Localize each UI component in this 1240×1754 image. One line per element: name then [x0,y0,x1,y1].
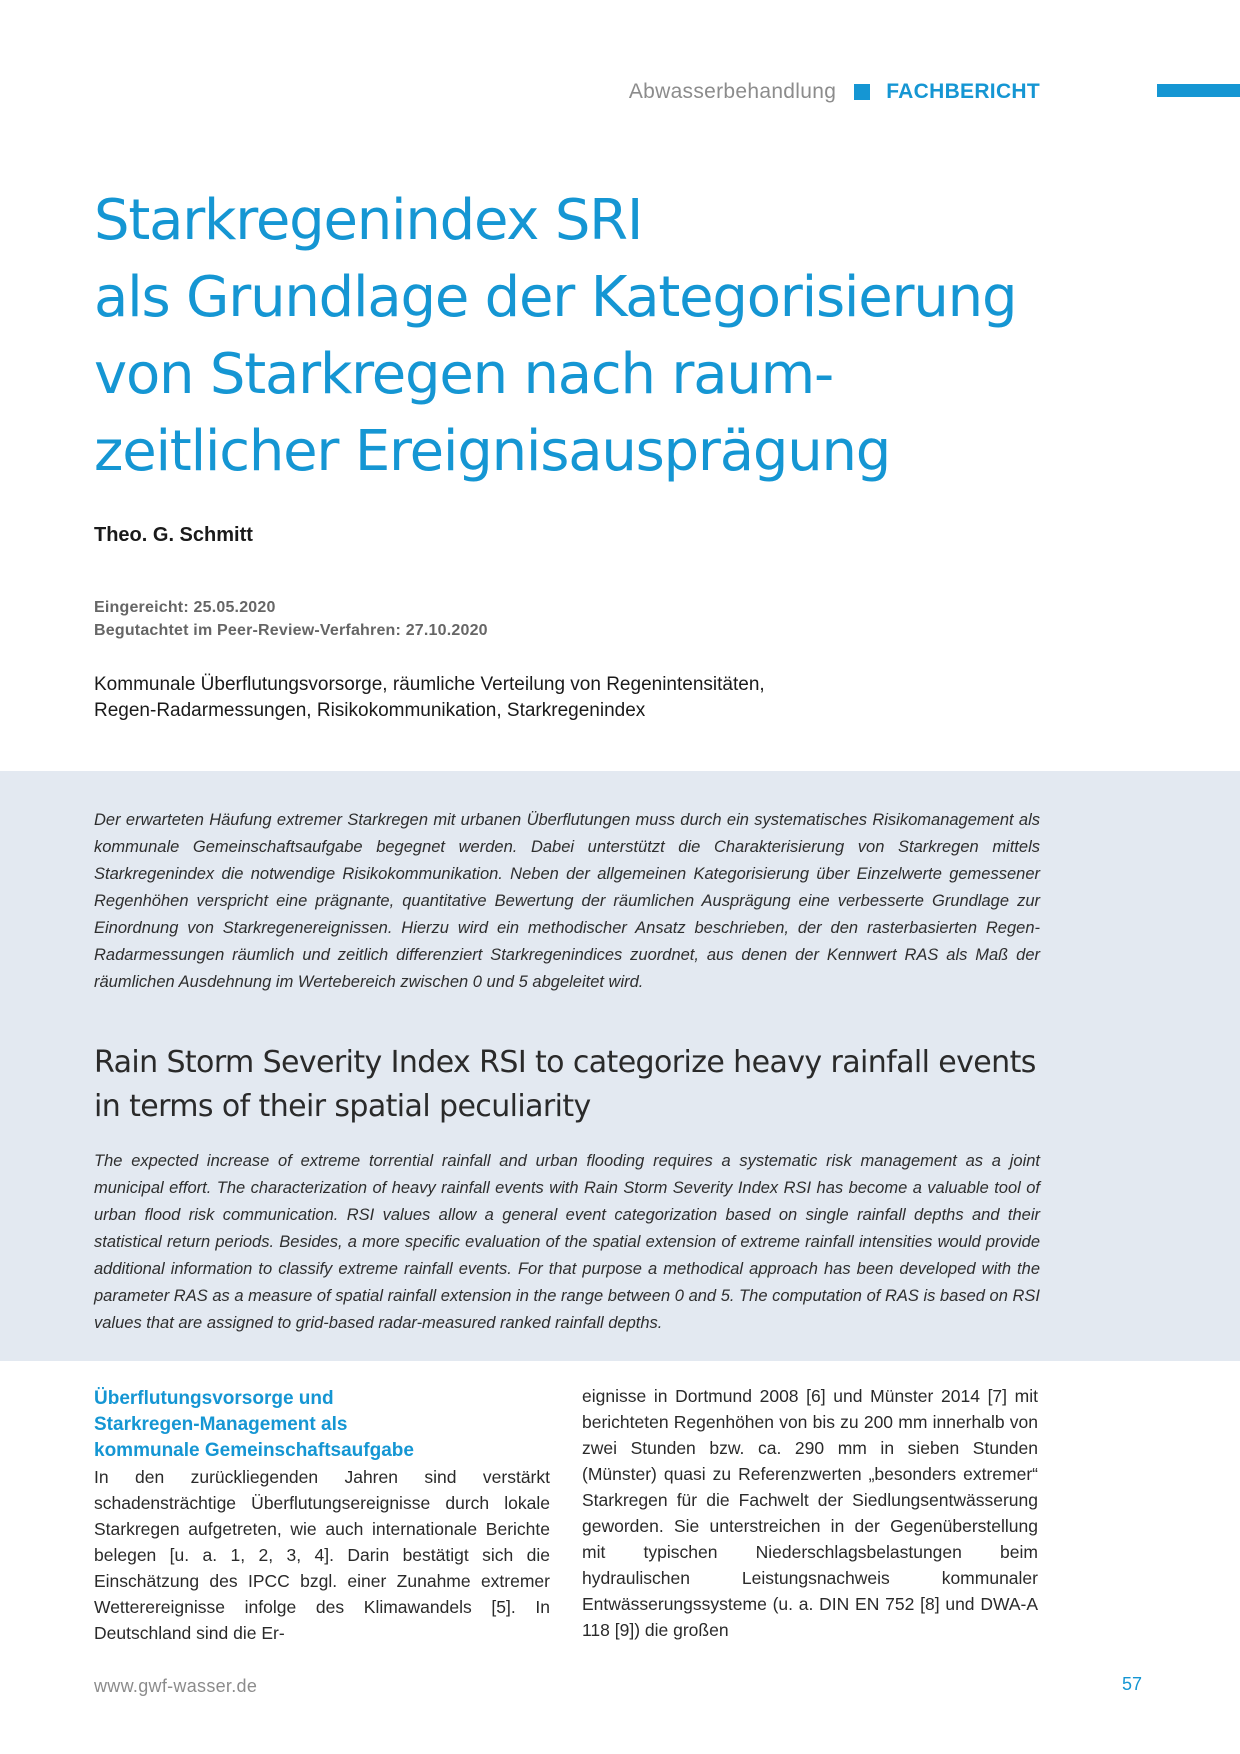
english-title-line: Rain Storm Severity Index RSI to categorize heavy rainfall events [94,1045,1036,1080]
keywords-line: Regen-Radarmessungen, Risikokommunikation, Starkregenindex [94,700,646,721]
abstract-english: The expected increase of extreme torrential rainfall and urban flooding requires a systematic risk management as a joint municipal effort. The characterization of heavy rainfall events with Rain Storm Severity Index RSI has become a valuable tool of urban flood risk communication. RSI values allow a general event categorization based on single rainfall depths and their statistical return periods. Besides, a more specific evaluation of the spatial extension of extreme rainfall intensities would provide additional information to classify extreme rainfall events. For that purpose a methodical approach has been developed with the parameter RAS as a measure of spatial rainfall extension in the range between 0 and 5. The computation of RAS is based on RSI values that are assigned to grid-based radar-measured ranked rainfall depths. [94,1152,1040,1332]
keywords-line: Kommunale Überflutungsvorsorge, räumliche Verteilung von Regenintensitäten, [94,674,765,695]
section-heading-line: Überflutungsvorsorge und [94,1388,334,1409]
title-line: Starkregenindex SRI [94,188,643,253]
header-square-marker [854,84,870,100]
body-paragraph: In den zurückliegenden Jahren sind verstärkt schadensträchtige Überflutungsereignisse durch lokale Starkregen aufgetreten, wie auch internationale Berichte belegen [u. a. 1, 2, 3, 4]. Darin bestätigt sich die Einschätzung des IPCC bzgl. einer Zunahme extremer Wetterereignisse infolge des Klimawandels [5]. In Deutschland sind die Er- [94,1467,550,1643]
page-number: 57 [1122,1674,1143,1694]
section-heading-line: Starkregen-Management als [94,1414,348,1435]
submitted-date: Eingereicht: 25.05.2020 [94,599,276,616]
title-line: von Starkregen nach raum- [94,342,833,407]
running-head [629,80,1040,104]
section-heading [94,1386,550,1464]
abstract-german: Der erwarteten Häufung extremer Starkregen mit urbanen Überflutungen muss durch ein systematisches Risikomanagement als kommunale Gemeinschaftsaufgabe begegnet werden. Dabei unterstützt die Charakterisierung von Starkregen mittels Starkregenindex die notwendige Risikokommunikation. Neben der allgemeinen Kategorisierung über Einzelwerte gemessener Regenhöhen verspricht eine prägnante, quantitative Bewertung der räumlichen Ausprägung eine verbesserte Grundlage zur Einordnung von Starkregenereignissen. Hierzu wird ein methodischer Ansatz beschrieben, der den rasterbasierten Regen-Radarmessungen räumlich und zeitlich differenziert Starkregenindices zuordnet, aus denen der Kennwert RAS als Maß der räumlichen Ausdehnung im Wertebereich zwischen 0 und 5 abgeleitet wird. [94,811,1040,991]
author: Theo. G. Schmitt [94,524,253,546]
footer-url[interactable]: www.gwf-wasser.de [94,1676,258,1696]
title-line: zeitlicher Ereignisausprägung [94,419,891,484]
section-heading-line: kommunale Gemeinschaftsaufgabe [94,1440,414,1461]
section-label: Abwasserbehandlung [628,80,837,103]
article-title [94,182,1094,490]
reviewed-date: Begutachtet im Peer-Review-Verfahren: 27.10.2020 [94,622,488,639]
body-column-left [94,1386,550,1646]
category-label: FACHBERICHT [886,80,1040,103]
body-column-right [582,1383,1038,1643]
review-dates [94,596,488,642]
title-line: als Grundlage der Kategorisierung [94,265,1017,330]
english-title [94,1041,1094,1129]
keywords [94,672,765,724]
english-title-line: in terms of their spatial peculiarity [94,1089,591,1124]
body-paragraph: eignisse in Dortmund 2008 [6] und Münster 2014 [7] mit berichteten Regenhöhen von bis zu 200 mm innerhalb von zwei Stunden bzw. ca. 290 mm in sieben Stunden (Münster) quasi zu Referenzwerten „besonders extremer“ Starkregen für die Fachwelt der Siedlungsentwässerung geworden. Sie unterstreichen in der Gegenüberstellung mit typischen Niederschlagsbelastungen beim hydraulischen Leistungsnachweis kommunaler Entwässerungssysteme (u. a. DIN EN 752 [8] und DWA-A 118 [9]) die großen [582,1386,1038,1640]
edge-color-bar [1157,84,1240,97]
